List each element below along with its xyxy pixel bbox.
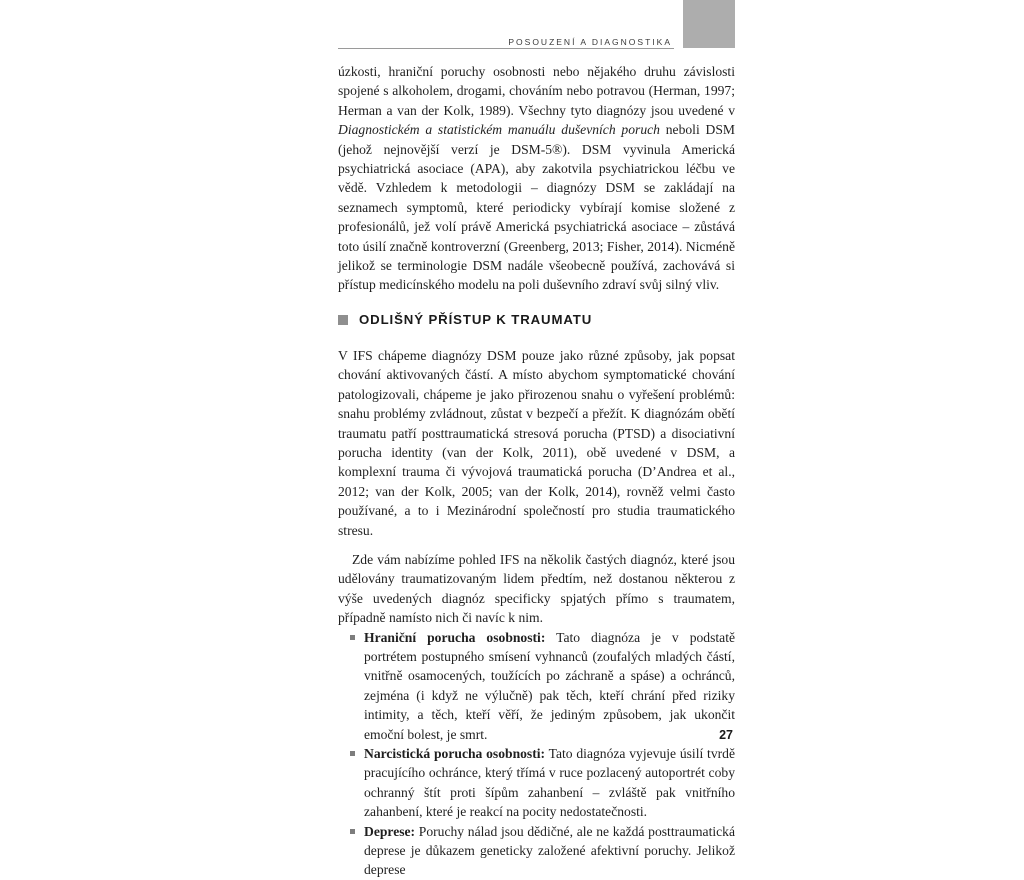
- paragraph-2: V IFS chápeme diagnózy DSM pouze jako různé způsoby, jak popsat chování aktivovaných částí. A místo abychom symptomatické chování patologizovali, chápeme je jako přirozenou snahu o vyřešení problémů: snahu problémy zvládnout, zůstat v bezpečí a přežít. K diagnózám obětí traumatu patří posttraumatická stresová porucha (PTSD) a disociativní porucha identity (van der Kolk, 2011), obě uvedené v DSM, a komplexní trauma či vývojová traumatická porucha (D’Andrea et al., 2012; van der Kolk, 2005; van der Kolk, 2014), rovněž velmi často používané, a to i Mezinárodní společností pro studia traumatického stresu.: [338, 347, 735, 538]
- diagnosis-list: [338, 628, 735, 880]
- list-item: [338, 744, 735, 822]
- list-item: [338, 628, 735, 744]
- corner-thumb-tab: [683, 0, 735, 48]
- bullet-text: Tato diagnóza je v podstatě portrétem postupného smísení vyhnanců (zoufalých mladých částí, vnitřně osamocených, toužících po záchraně a spáse) a ochránců, zejména (i když ne výlučně) pak těch, kteří chrání před riziky intimity, a těch, kteří věří, že jediným způsobem, jak ukončit emoční bolest, je smrt.: [364, 629, 735, 742]
- page-number: 27: [719, 728, 733, 742]
- page-body: [338, 62, 735, 880]
- section-heading: [338, 311, 735, 329]
- section-square-icon: [338, 315, 348, 325]
- intro-paragraph: [338, 62, 735, 295]
- bullet-term: Hraniční porucha osobnosti:: [364, 629, 546, 645]
- bullet-square-icon: [350, 635, 355, 640]
- paragraph-gap: [338, 540, 735, 550]
- intro-text-part2: neboli DSM (jehož nejnovější verzí je DSM-5®). DSM vyvinula Americká psychiatrická asociace (APA), aby zakotvila psychiatrickou léčbu ve vědě. Vzhledem k metodologii – diagnózy DSM se zakládají na seznamech symptomů, které periodicky vybírají komise složené z profesionálů, jež volí právě Americká psychiatrická asociace – zůstává toto úsilí značně kontroverzní (Greenberg, 2013; Fisher, 2014). Nicméně jelikož se terminologie DSM nadále všeobecně používá, zachovává si přístup medicínského modelu na poli duševního zdraví svůj silný vliv.: [338, 122, 735, 293]
- bullet-square-icon: [350, 829, 355, 834]
- running-head: POSOUZENÍ A DIAGNOSTIKA: [508, 37, 672, 47]
- intro-text-part1: úzkosti, hraniční poruchy osobnosti nebo nějakého druhu závislosti spojené s alkoholem, drogami, chováním nebo potravou (Herman, 1997; Herman a van der Kolk, 1989). Všechny tyto diagnózy jsou uvedené v: [338, 64, 735, 118]
- bullet-term: Deprese:: [364, 823, 416, 839]
- list-item: [338, 822, 735, 880]
- bullet-text: Poruchy nálad jsou dědičné, ale ne každá posttraumatická deprese je důkazem geneticky založené afektivní poruchy. Jelikož deprese: [364, 823, 735, 878]
- section-heading-text: ODLIŠNÝ PŘÍSTUP K TRAUMATU: [359, 312, 593, 328]
- header-rule: [338, 48, 674, 49]
- intro-italic-title: Diagnostickém a statistickém manuálu duševních poruch: [338, 122, 660, 138]
- bullet-term: Narcistická porucha osobnosti:: [364, 746, 546, 761]
- paragraph-3: Zde vám nabízíme pohled IFS na několik častých diagnóz, které jsou udělovány traumatizovaným lidem předtím, než dostanou některou z výše uvedených diagnóz specificky spjatých přímo s traumatem, případně namísto nich či navíc k nim.: [338, 551, 735, 626]
- bullet-square-icon: [350, 751, 355, 756]
- bullet-text: Tato diagnóza vyjevuje úsilí tvrdě pracujícího ochránce, který třímá v ruce pozlacený autoportrét coby ochranný štít proti šípům zahanbení – zvláště pak vnitřního zahanbení, které je reakcí na pocity nedostatečnosti.: [364, 746, 735, 820]
